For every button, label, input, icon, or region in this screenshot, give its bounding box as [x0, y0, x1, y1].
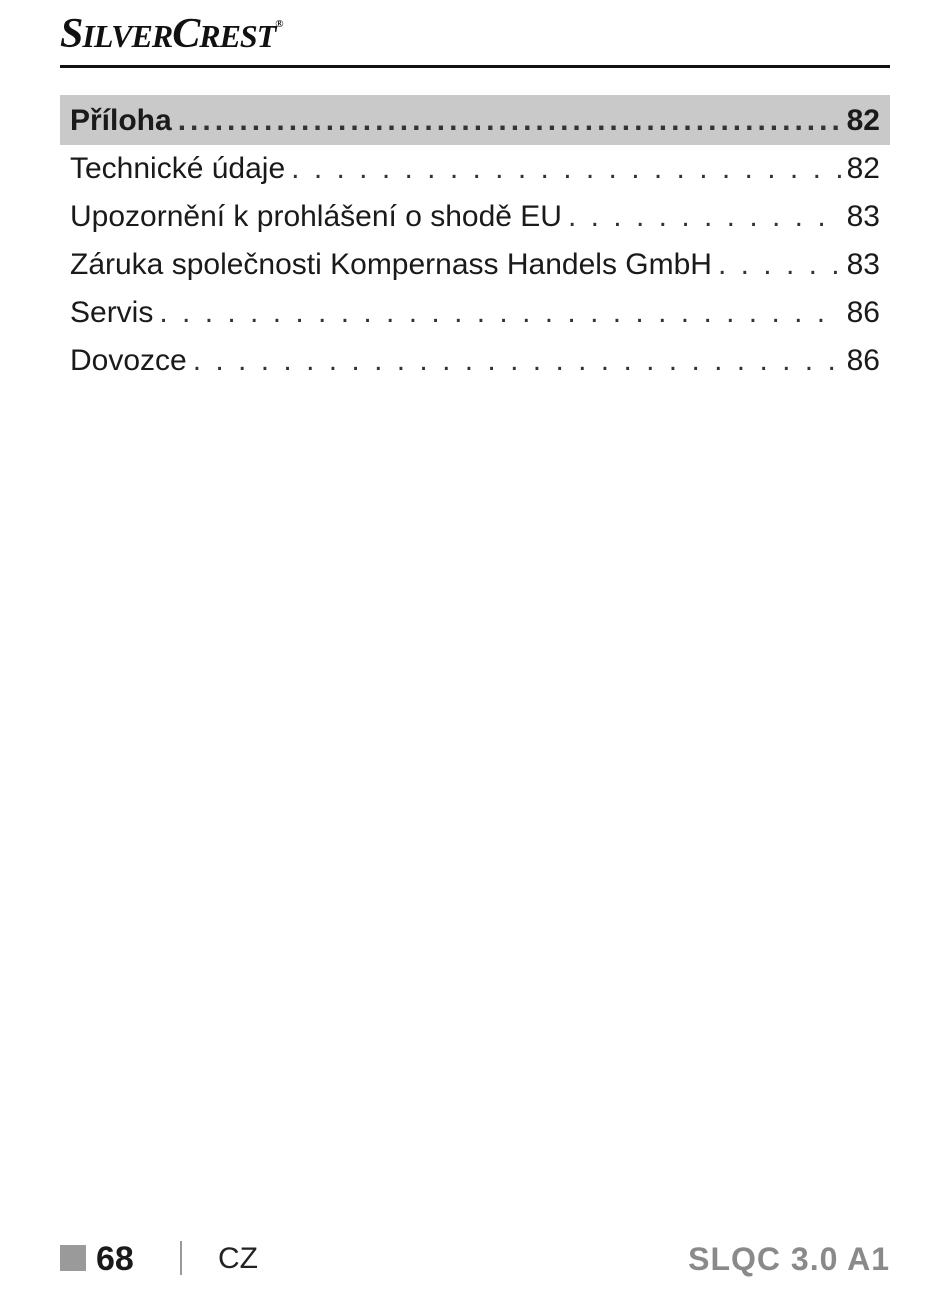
toc-entry-label: Servis — [70, 296, 154, 329]
toc-leader-dots — [291, 145, 840, 193]
footer-language: CZ — [218, 1242, 258, 1275]
toc-entry-label: Upozornění k prohlášení o shodě EU — [70, 200, 562, 233]
toc-leader-dots — [718, 241, 841, 289]
brand-logo: SILVERCREST® — [60, 11, 283, 57]
toc-leader-dots — [568, 193, 841, 241]
toc-entry-label: Dovozce — [70, 344, 187, 377]
toc-entry-servis[interactable] — [60, 289, 890, 337]
toc-leader-dots — [178, 95, 841, 145]
toc-entry-zaruka[interactable] — [60, 241, 890, 289]
toc-entry-page: 83 — [846, 200, 880, 233]
toc-entry-dovozce[interactable] — [60, 337, 890, 385]
toc-entry-page: 83 — [846, 248, 880, 281]
toc-entry-upozorneni[interactable] — [60, 193, 890, 241]
footer-square-marker — [60, 1245, 86, 1271]
toc-section-label: Příloha — [70, 104, 172, 137]
footer-model-name: SLQC 3.0 A1 — [688, 1241, 890, 1277]
footer-page-number: 68 — [96, 1240, 134, 1278]
toc-entry-technicke-udaje[interactable] — [60, 145, 890, 193]
toc-leader-dots — [159, 289, 840, 337]
page-footer — [60, 1235, 890, 1285]
toc-section-page: 82 — [846, 104, 880, 137]
toc-leader-dots — [193, 337, 841, 385]
toc-entry-page: 86 — [846, 344, 880, 377]
toc-entry-page: 82 — [846, 152, 880, 185]
table-of-contents — [60, 95, 890, 385]
footer-divider — [180, 1241, 182, 1275]
registered-mark: ® — [275, 18, 283, 30]
header-rule — [60, 65, 890, 68]
toc-section-priloha[interactable] — [60, 95, 890, 145]
toc-entry-label: Záruka společnosti Kompernass Handels GmbH — [70, 248, 712, 281]
toc-entry-page: 86 — [846, 296, 880, 329]
toc-entry-label: Technické údaje — [70, 152, 286, 185]
